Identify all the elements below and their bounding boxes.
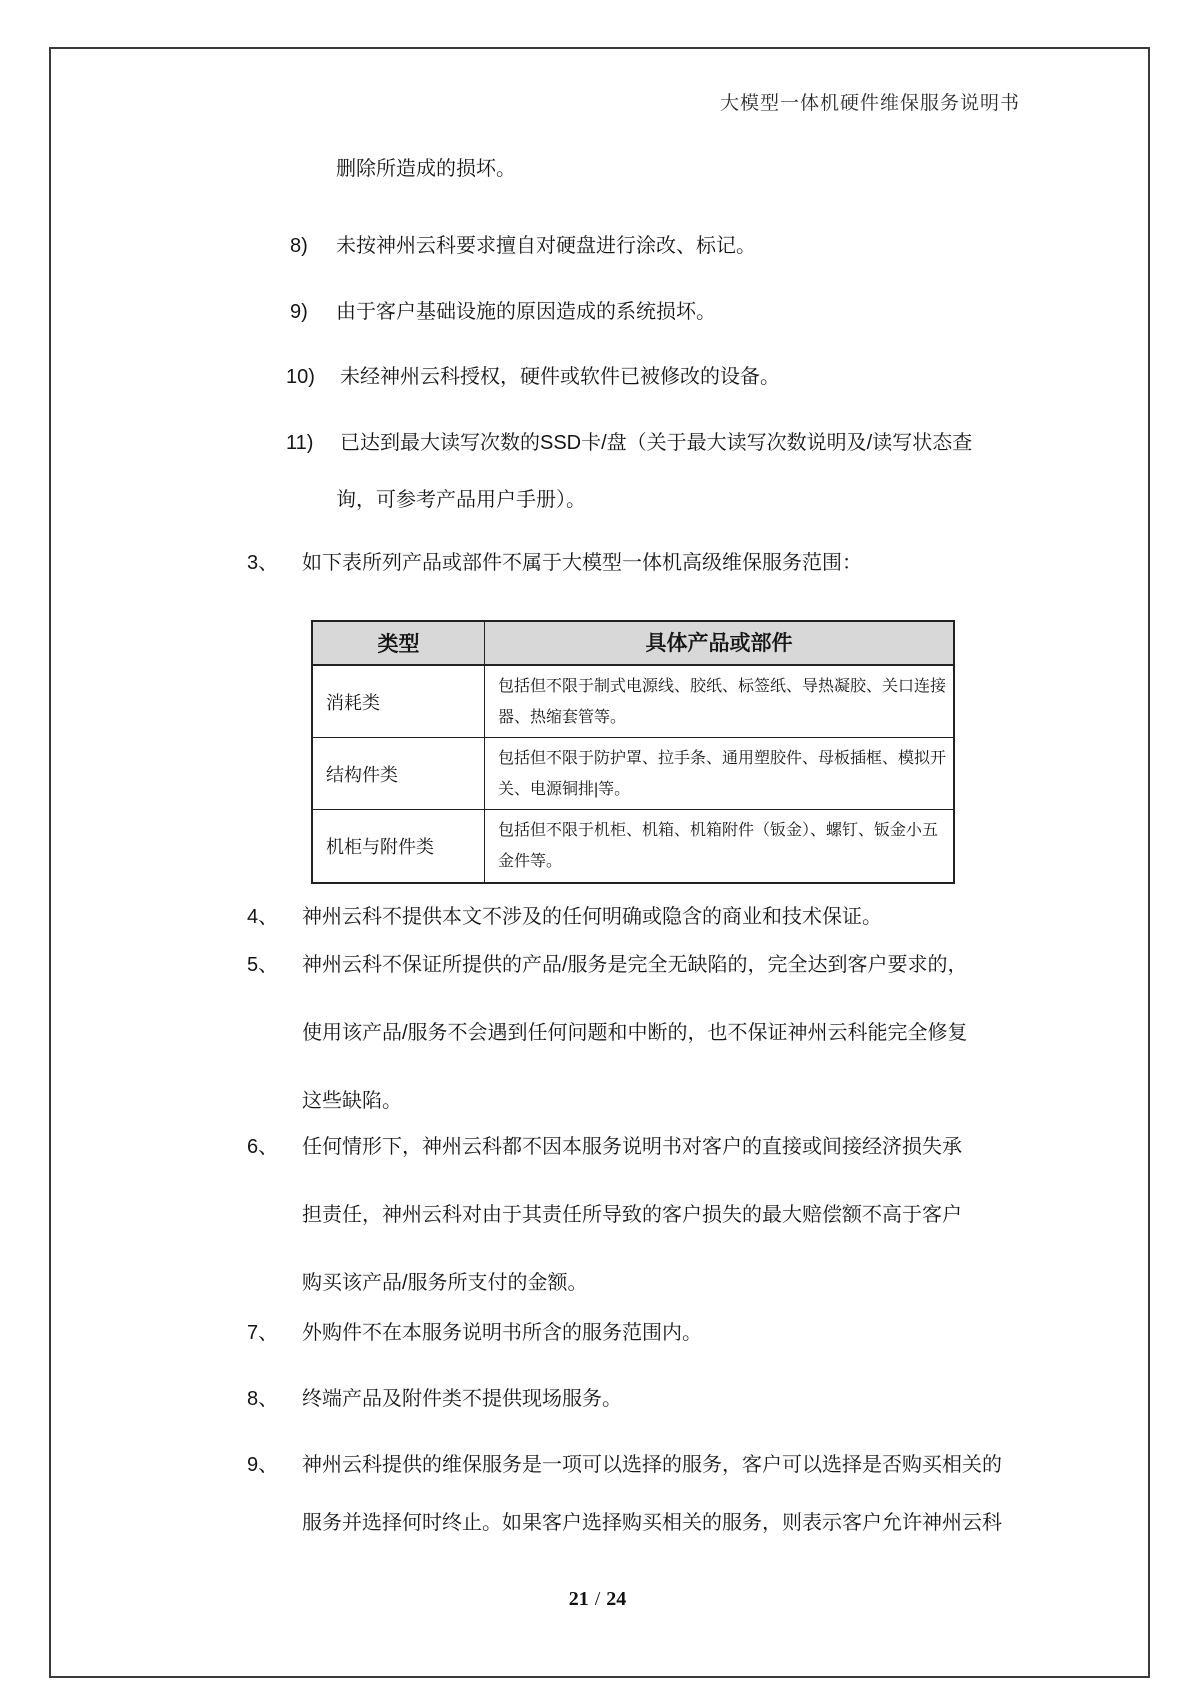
item-3-num: 3、 [247, 552, 279, 574]
item-4-num: 4、 [247, 906, 279, 928]
table-cell-line: 器、热缩套管等。 [498, 708, 627, 726]
list-a-continuation: 删除所造成的损坏。 [336, 158, 516, 180]
item-6-num: 6、 [247, 1136, 279, 1158]
table-cell-detail [485, 666, 953, 737]
item-6-line3: 购买该产品/服务所支付的金额。 [302, 1272, 588, 1294]
table-header-detail: 具体产品或部件 [645, 631, 793, 655]
item-3-text: 如下表所列产品或部件不属于大模型一体机高级维保服务范围： [302, 552, 862, 574]
list-a-item-11-text-line2: 询，可参考产品用户手册）。 [336, 489, 586, 511]
item-6-line1: 任何情形下，神州云科都不因本服务说明书对客户的直接或间接经济损失承 [302, 1136, 962, 1158]
list-a-item-9-text: 由于客户基础设施的原因造成的系统损坏。 [336, 301, 716, 323]
list-a-item-8-num: 8) [290, 235, 308, 257]
item-7-text: 外购件不在本服务说明书所含的服务范围内。 [302, 1322, 702, 1344]
excluded-parts-table [311, 620, 955, 884]
page-total: 24 [606, 1588, 627, 1610]
header-title: 大模型一体机硬件维保服务说明书 [719, 93, 1020, 114]
table-row [313, 810, 953, 882]
table-row [313, 738, 953, 810]
item-8-text: 终端产品及附件类不提供现场服务。 [302, 1388, 622, 1410]
list-a-item-11-text-line1: 已达到最大读写次数的SSD卡/盘（关于最大读写次数说明及/读写状态查 [340, 432, 973, 454]
list-a-item-10-text: 未经神州云科授权，硬件或软件已被修改的设备。 [340, 366, 780, 388]
table-cell-type: 消耗类 [313, 666, 485, 737]
item-9-line2: 服务并选择何时终止。如果客户选择购买相关的服务，则表示客户允许神州云科 [302, 1512, 1002, 1534]
item-4-text: 神州云科不提供本文不涉及的任何明确或隐含的商业和技术保证。 [302, 906, 882, 928]
table-header-row [313, 622, 953, 666]
table-cell-detail [485, 738, 953, 809]
table-cell-type: 机柜与附件类 [313, 810, 485, 882]
table-cell-line: 关、电源铜排|等。 [498, 780, 631, 798]
item-9-line1: 神州云科提供的维保服务是一项可以选择的服务，客户可以选择是否购买相关的 [302, 1454, 1002, 1476]
item-6-line2: 担责任，神州云科对由于其责任所导致的客户损失的最大赔偿额不高于客户 [302, 1204, 962, 1226]
table-header-type: 类型 [313, 622, 485, 664]
table-row [313, 666, 953, 738]
table-cell-line: 金件等。 [498, 853, 563, 870]
table-cell-detail [485, 810, 953, 882]
list-a-item-11-num: 11) [286, 432, 314, 454]
list-a-item-9-num: 9) [290, 301, 308, 323]
table-cell-type: 结构件类 [313, 738, 485, 809]
item-5-line1: 神州云科不保证所提供的产品/服务是完全无缺陷的，完全达到客户要求的， [302, 954, 968, 976]
item-5-num: 5、 [247, 954, 279, 976]
item-5-line2: 使用该产品/服务不会遇到任何问题和中断的，也不保证神州云科能完全修复 [302, 1022, 968, 1044]
item-7-num: 7、 [247, 1322, 279, 1344]
page-number: 21 [568, 1588, 589, 1610]
item-5-line3: 这些缺陷。 [302, 1090, 402, 1112]
table-cell-line: 包括但不限于防护罩、拉手条、通用塑胶件、母板插框、模拟开 [498, 749, 947, 767]
table-cell-line: 包括但不限于制式电源线、胶纸、标签纸、导热凝胶、关口连接 [498, 677, 947, 695]
page-footer [49, 1588, 1146, 1611]
list-a-item-10-num: 10) [286, 366, 315, 388]
list-a-item-8-text: 未按神州云科要求擅自对硬盘进行涂改、标记。 [336, 235, 756, 257]
page-separator: / [594, 1588, 601, 1610]
item-9-num: 9、 [247, 1454, 279, 1476]
table-cell-line: 包括但不限于机柜、机箱、机箱附件（钣金）、螺钉、钣金小五 [498, 822, 939, 839]
item-8-num: 8、 [247, 1388, 279, 1410]
